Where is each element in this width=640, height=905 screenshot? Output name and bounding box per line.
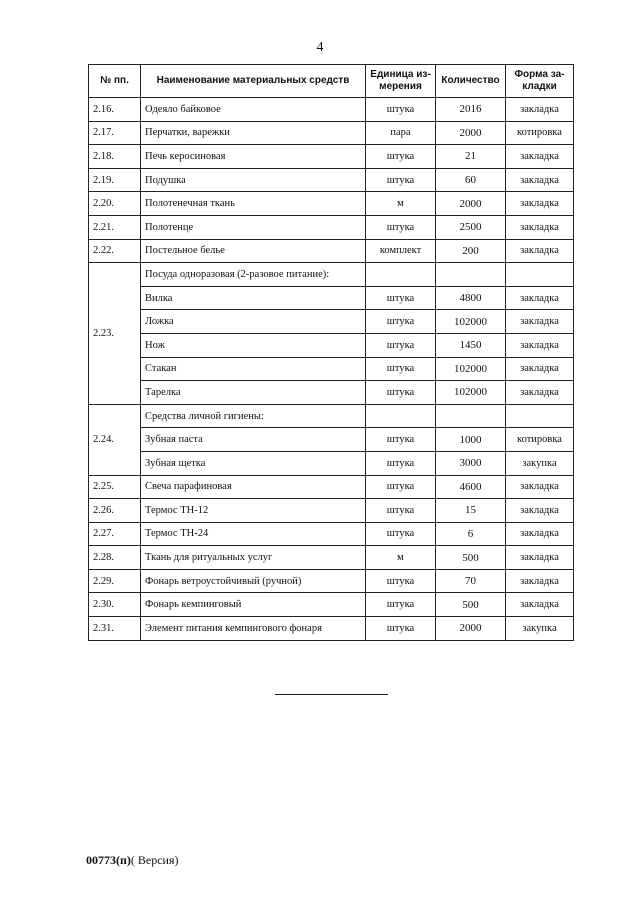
row-unit: штука: [366, 98, 436, 122]
row-qty: 2000: [436, 192, 506, 216]
document-code: [86, 853, 179, 868]
row-unit: штука: [366, 168, 436, 192]
table-row: [89, 310, 574, 334]
row-qty: 2000: [436, 121, 506, 145]
row-unit: штука: [366, 617, 436, 641]
row-name: Полотенечная ткань: [141, 192, 366, 216]
row-num: 2.22.: [89, 239, 141, 263]
table-row: [89, 357, 574, 381]
row-name: Зубная щетка: [141, 451, 366, 475]
table-row: [89, 168, 574, 192]
row-qty: 15: [436, 499, 506, 523]
row-form: закладка: [506, 475, 574, 499]
table-header-row: [89, 65, 574, 98]
table-row: [89, 98, 574, 122]
header-unit: Единица из- мерения: [366, 65, 436, 98]
table-row: [89, 215, 574, 239]
row-name: Элемент питания кемпингового фонаря: [141, 617, 366, 641]
table-row: [89, 192, 574, 216]
page-number: 4: [316, 40, 324, 55]
row-form: закладка: [506, 333, 574, 357]
row-form: закладка: [506, 546, 574, 570]
row-name: Полотенце: [141, 215, 366, 239]
group-title: Посуда одноразовая (2-разовое питание):: [141, 263, 366, 287]
row-qty: 6: [436, 522, 506, 546]
row-unit: штука: [366, 569, 436, 593]
row-form: [506, 263, 574, 287]
row-num: 2.16.: [89, 98, 141, 122]
row-unit: штука: [366, 333, 436, 357]
row-form: закладка: [506, 239, 574, 263]
row-num: 2.23.: [89, 263, 141, 405]
row-num: 2.28.: [89, 546, 141, 570]
header-name: Наименование материальных средств: [141, 65, 366, 98]
row-unit: штука: [366, 428, 436, 452]
group-title: Средства личной гигиены:: [141, 404, 366, 428]
table-row: [89, 428, 574, 452]
row-qty: 4600: [436, 475, 506, 499]
row-unit: штука: [366, 357, 436, 381]
row-unit: м: [366, 546, 436, 570]
row-qty: 60: [436, 168, 506, 192]
row-name: Одеяло байковое: [141, 98, 366, 122]
row-form: котировка: [506, 428, 574, 452]
row-qty: 102000: [436, 357, 506, 381]
row-qty: 1000: [436, 428, 506, 452]
row-qty: 2500: [436, 215, 506, 239]
row-unit: [366, 263, 436, 287]
table-row-group-title: [89, 404, 574, 428]
row-name: Постельное белье: [141, 239, 366, 263]
row-qty: [436, 263, 506, 287]
row-qty: 3000: [436, 451, 506, 475]
row-num: 2.30.: [89, 593, 141, 617]
row-unit: м: [366, 192, 436, 216]
row-qty: 500: [436, 593, 506, 617]
row-num: 2.26.: [89, 499, 141, 523]
table-row: [89, 593, 574, 617]
table-row: [89, 333, 574, 357]
row-form: закладка: [506, 381, 574, 405]
row-num: 2.29.: [89, 569, 141, 593]
table-row: [89, 475, 574, 499]
end-divider-line: [275, 694, 388, 695]
row-qty: 2000: [436, 617, 506, 641]
row-num: 2.18.: [89, 145, 141, 169]
row-form: закладка: [506, 569, 574, 593]
row-form: котировка: [506, 121, 574, 145]
row-name: Свеча парафиновая: [141, 475, 366, 499]
row-qty: 200: [436, 239, 506, 263]
row-name: Нож: [141, 333, 366, 357]
row-qty: 4800: [436, 286, 506, 310]
row-num: 2.24.: [89, 404, 141, 475]
row-form: закладка: [506, 98, 574, 122]
row-name: Подушка: [141, 168, 366, 192]
row-unit: штука: [366, 310, 436, 334]
row-unit: комплект: [366, 239, 436, 263]
table-row: [89, 381, 574, 405]
row-name: Ложка: [141, 310, 366, 334]
row-unit: штука: [366, 286, 436, 310]
row-unit: штука: [366, 381, 436, 405]
table-row: [89, 522, 574, 546]
row-name: Тарелка: [141, 381, 366, 405]
document-version: ( Версия): [130, 853, 179, 867]
row-qty: 102000: [436, 381, 506, 405]
row-form: закладка: [506, 357, 574, 381]
row-name: Термос ТН-12: [141, 499, 366, 523]
row-unit: пара: [366, 121, 436, 145]
row-qty: 2016: [436, 98, 506, 122]
row-form: закладка: [506, 286, 574, 310]
row-form: закладка: [506, 593, 574, 617]
row-form: закладка: [506, 145, 574, 169]
row-form: закладка: [506, 192, 574, 216]
table-row: [89, 239, 574, 263]
header-num: № пп.: [89, 65, 141, 98]
row-form: закладка: [506, 310, 574, 334]
row-num: 2.21.: [89, 215, 141, 239]
table-row: [89, 286, 574, 310]
table-row: [89, 499, 574, 523]
row-name: Зубная паста: [141, 428, 366, 452]
row-unit: штука: [366, 215, 436, 239]
table-row: [89, 569, 574, 593]
table-row-group-title: [89, 263, 574, 287]
row-form: закладка: [506, 499, 574, 523]
document-code-number: 00773(п): [86, 853, 131, 867]
row-name: Фонарь ветроустойчивый (ручной): [141, 569, 366, 593]
row-name: Перчатки, варежки: [141, 121, 366, 145]
row-name: Печь керосиновая: [141, 145, 366, 169]
row-form: закладка: [506, 215, 574, 239]
row-qty: 500: [436, 546, 506, 570]
row-num: 2.27.: [89, 522, 141, 546]
row-num: 2.20.: [89, 192, 141, 216]
row-unit: штука: [366, 522, 436, 546]
header-form: Форма за- кладки: [506, 65, 574, 98]
row-num: 2.31.: [89, 617, 141, 641]
row-unit: [366, 404, 436, 428]
materials-table: [88, 64, 574, 641]
row-unit: штука: [366, 593, 436, 617]
table-row: [89, 145, 574, 169]
row-qty: 70: [436, 569, 506, 593]
row-name: Фонарь кемпинговый: [141, 593, 366, 617]
header-qty: Количество: [436, 65, 506, 98]
row-unit: штука: [366, 499, 436, 523]
table-row: [89, 121, 574, 145]
row-qty: 102000: [436, 310, 506, 334]
row-unit: штука: [366, 145, 436, 169]
row-num: 2.19.: [89, 168, 141, 192]
row-form: закупка: [506, 451, 574, 475]
table-body: [89, 98, 574, 641]
row-num: 2.25.: [89, 475, 141, 499]
row-qty: 1450: [436, 333, 506, 357]
table-row: [89, 546, 574, 570]
row-name: Стакан: [141, 357, 366, 381]
row-form: закупка: [506, 617, 574, 641]
row-qty: 21: [436, 145, 506, 169]
row-form: закладка: [506, 168, 574, 192]
row-form: закладка: [506, 522, 574, 546]
row-name: Вилка: [141, 286, 366, 310]
table-row: [89, 617, 574, 641]
row-num: 2.17.: [89, 121, 141, 145]
row-unit: штука: [366, 451, 436, 475]
row-qty: [436, 404, 506, 428]
row-unit: штука: [366, 475, 436, 499]
row-name: Ткань для ритуальных услуг: [141, 546, 366, 570]
row-form: [506, 404, 574, 428]
row-name: Термос ТН-24: [141, 522, 366, 546]
table-row: [89, 451, 574, 475]
